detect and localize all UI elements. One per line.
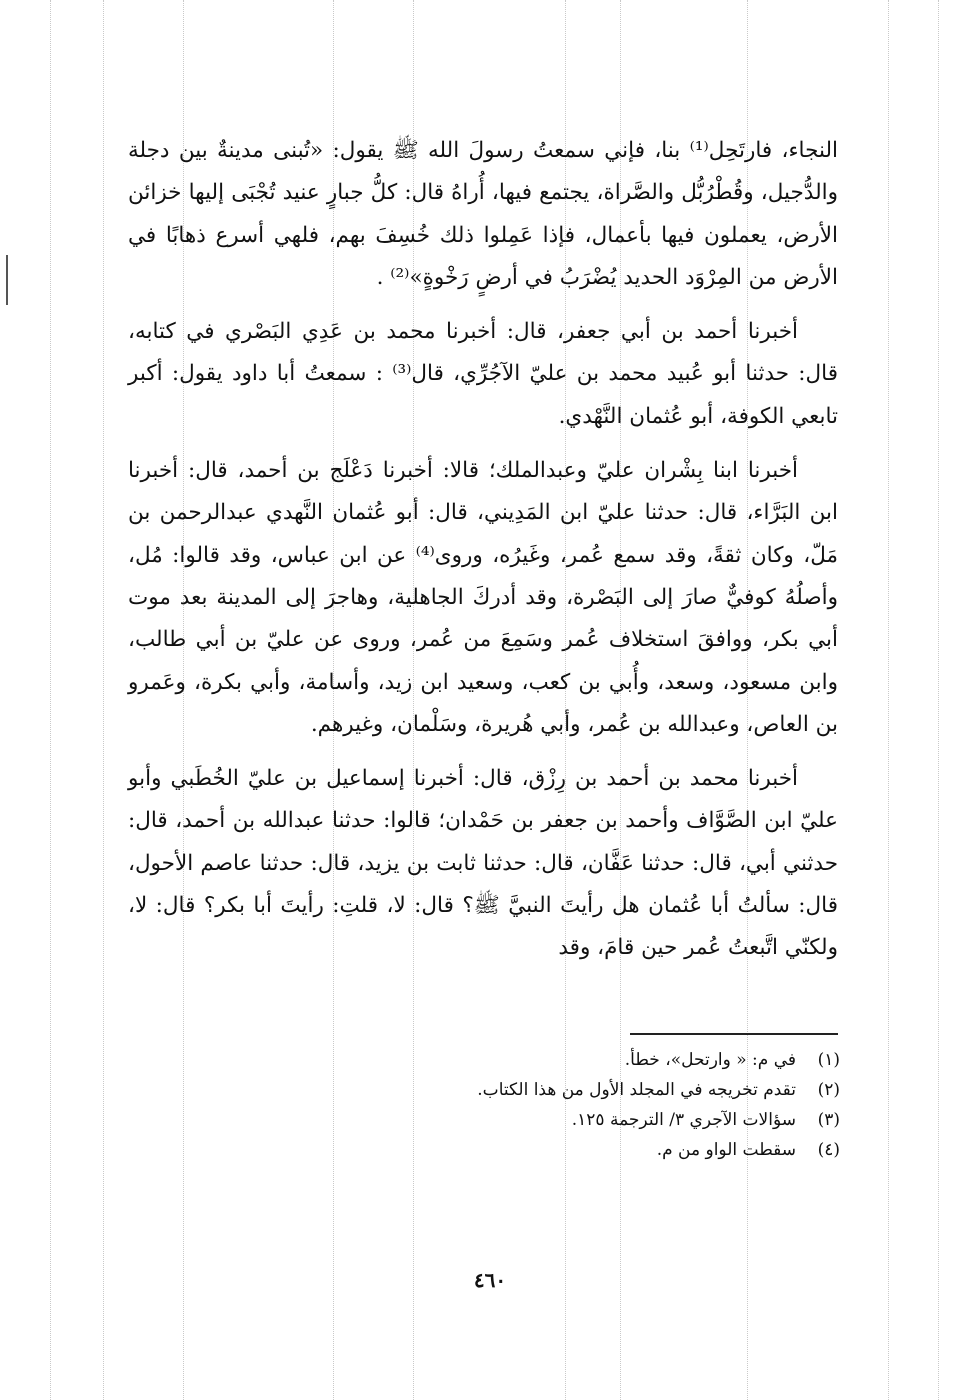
footnotes (380, 1045, 840, 1165)
footnote-text: في م: « وارتحل»، خطأ. (624, 1050, 796, 1070)
footnote-number: (١) (817, 1050, 840, 1070)
footnote-separator (630, 1033, 838, 1035)
page-number: ٤٦٠ (473, 1268, 507, 1292)
main-text (128, 130, 838, 982)
footnote (380, 1105, 840, 1135)
paragraph: أخبرنا ابنا بِشْران عليّ وعبدالملك؛ قالا: أخبرنا دَعْلَج بن أحمد، قال: أخبرنا ابن البَرَّاء، قال: حدثنا عليّ ابن المَدِيني، قال: أبو عُثمان النَّهدي عبدالرحمن بن مَلّ، وكان ثقةً، وقد سمع عُمر، وغَيرُه، وروى⁽⁴⁾ عن ابن عباس، وقد قالوا: مُل، وأصلُهُ كوفيٌّ صارَ إلى البَصْرة، وقد أدركَ الجاهلية، وهاجرَ إلى المدينة بعد موت أبي بكر، ووافقَ استخلاف عُمر وسَمِعَ من عُمر، وروى عن عليّ بن أبي طالب، وابن مسعود، وسعد، وأُبي بن كعب، وسعيد ابن زيد، وأسامة، وأبي بكرة، وعَمرو بن العاص، وعبدالله بن عُمر، وأبي هُريرة، وسَلْمان، وغيرهم. (128, 458, 838, 737)
scan-edge-mark (6, 255, 8, 305)
footnote-number: (٣) (817, 1110, 840, 1130)
paragraph: النجاء، فارتَحِل⁽¹⁾ بنا، فإني سمعتُ رسولَ الله ﷺ يقول: «تُبنى مدينةٌ بين دجلة والدُّجيل، وقُطْرُبُّل والصَّراة، يجتمع فيها، أُراهُ قال: كلُّ جبارٍ عنيد تُجْبَى إليها خزائن الأرض، يعملون فيها بأعمال، فإذا عَمِلوا ذلك خُسِفَ بهم، فلهي أسرع ذهابًا في الأرض من المِرْوَد الحديد يُضْرَبُ في أرضٍ رَخْوةٍ»⁽²⁾ . (128, 138, 838, 290)
footnote (380, 1045, 840, 1075)
footnote-number: (٢) (817, 1080, 840, 1100)
paragraph: أخبرنا محمد بن أحمد بن رِزْق، قال: أخبرنا إسماعيل بن عليّ الخُطَبي وأبو عليّ ابن الصَّوَّاف وأحمد بن جعفر بن حَمْدان؛ قالوا: حدثنا عبدالله بن أحمد، قال: حدثني أبي، قال: حدثنا عَفَّان، قال: حدثنا ثابت بن يزيد، قال: حدثنا عاصم الأحول، قال: سألتُ أبا عُثمان هل رأيتَ النبيَّ ﷺ؟ قال: لا، قلتِ: رأيتَ أبا بكر؟ قال: لا، ولكنّي اتَّبعتُ عُمر حين قامَ، وقد (128, 766, 838, 961)
scan-line (50, 0, 51, 1400)
footnote-text: تقدم تخريجه في المجلد الأول من هذا الكتاب. (477, 1080, 796, 1100)
paragraph: أخبرنا أحمد بن أبي جعفر، قال: أخبرنا محمد بن عَدِي البَصْري في كتابه، قال: حدثنا أبو عُبيد محمد بن عليّ الآجُرِّي، قال⁽³⁾ : سمعتُ أبا داود يقول: أكبر تابعي الكوفة، أبو عُثمان النَّهْدي. (128, 319, 838, 429)
scan-line (938, 0, 939, 1400)
scan-line (888, 0, 889, 1400)
footnote (380, 1075, 840, 1105)
footnote (380, 1135, 840, 1165)
scan-line (103, 0, 104, 1400)
footnote-text: سؤالات الآجري ٣/ الترجمة ١٢٥. (571, 1110, 796, 1130)
footnote-number: (٤) (817, 1140, 840, 1160)
footnote-text: سقطت الواو من م. (656, 1140, 796, 1160)
